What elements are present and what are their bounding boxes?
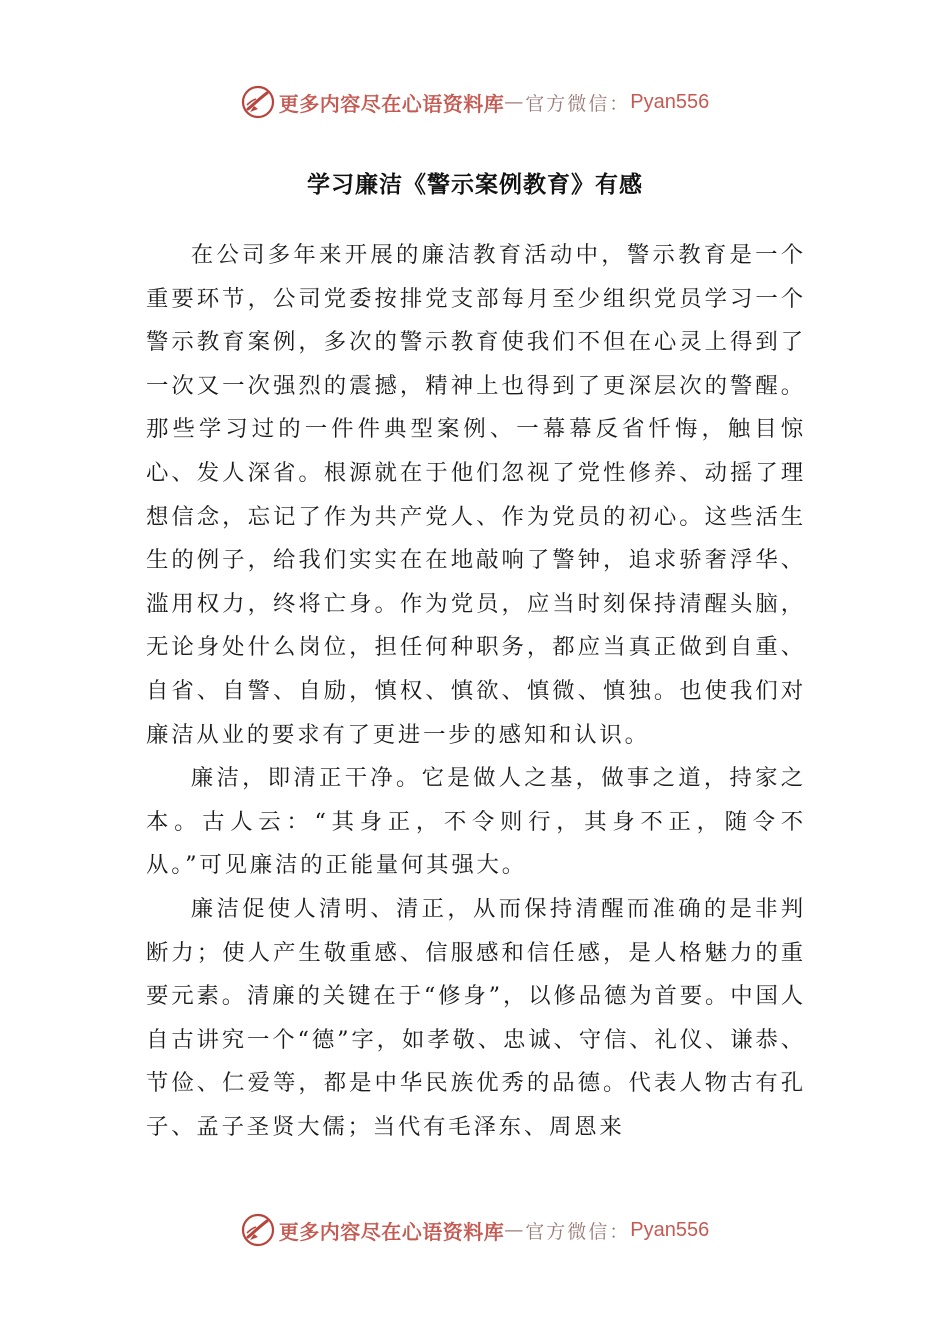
watermark-main-text: 更多内容尽在心语资料库 [278,1219,505,1244]
paragraph-1: 在公司多年来开展的廉洁教育活动中，警示教育是一个重要环节，公司党委按排党支部每月至少组织党员学习一个警示教育案例，多次的警示教育使我们不但在心灵上得到了一次又一次强烈的震撼，精神上也得到了更深层次的警醒。那些学习过的一件件典型案例、一幕幕反省忏悔，触目惊心、发人深省。根源就在于他们忽视了党性修养、动摇了理想信念，忘记了作为共产党人、作为党员的初心。这些活生生的例子，给我们实实在在地敲响了警钟，追求骄奢浮华、滥用权力，终将亡身。作为党员，应当时刻保持清醒头脑，无论身处什么岗位，担任何种职务，都应当真正做到自重、自省、自警、自励，慎权、慎欲、慎微、慎独。也使我们对廉洁从业的要求有了更进一步的感知和认识。 [146,242,806,748]
watermark-wechat-id: Pyan556 [630,1218,710,1241]
document-title: 学习廉洁《警示案例教育》有感 [307,172,643,198]
pen-logo-icon [241,1213,275,1247]
watermark-wechat-id: Pyan556 [630,90,710,113]
watermark-separator: — [504,1219,526,1241]
watermark-separator: — [504,91,526,113]
watermark-sub-text: 官方微信： [525,1220,631,1243]
pen-logo-icon [241,85,275,119]
watermark-sub-text: 官方微信： [525,92,631,115]
paragraph-2: 廉洁，即清正干净。它是做人之基，做事之道，持家之本。古人云：“其身正，不令则行，其身不正，随令不从。”可见廉洁的正能量何其强大。 [146,765,806,879]
header-watermark [0,82,950,122]
document-body [146,234,806,1149]
watermark-main-text: 更多内容尽在心语资料库 [278,91,505,116]
paragraph-3: 廉洁促使人清明、清正，从而保持清醒而准确的是非判断力；使人产生敬重感、信服感和信任感，是人格魅力的重要元素。清廉的关键在于“修身”，以修品德为首要。中国人自古讲究一个“德”字，如孝敬、忠诚、守信、礼仪、谦恭、节俭、仁爱等，都是中华民族优秀的品德。代表人物古有孔子、孟子圣贤大儒；当代有毛泽东、周恩来 [146,895,806,1140]
footer-watermark [0,1210,950,1250]
